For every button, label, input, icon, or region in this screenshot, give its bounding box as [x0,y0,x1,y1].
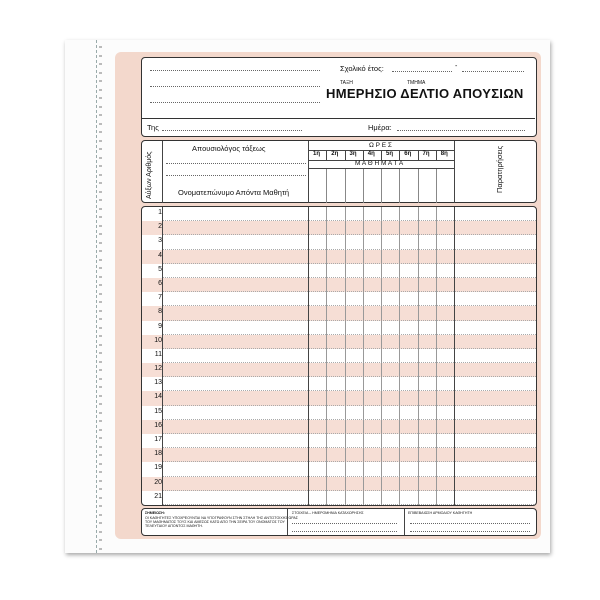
row-number: 11 [154,350,162,358]
binding-hole [99,352,102,354]
binding-hole [99,123,102,125]
binding-holes [99,40,105,553]
binding-hole [99,420,102,422]
binding-hole [99,157,102,159]
row-number: 12 [154,365,162,373]
binding-hole [99,310,102,312]
row-number: 21 [154,492,162,500]
binding-hole [99,259,102,261]
binding-hole [99,497,102,499]
note-line-2: ΤΟΥ ΜΑΘΗΜΑΤΟΣ ΤΟΥΣ ΚΑΙ ΑΜΕΣΩΣ ΚΑΤΩ ΑΠΟ ΤΗΝ ΣΕΙΡΑ ΤΟΥ ΟΝΟΜΑΤΟΣ ΤΟΥ [145,520,285,524]
binding-hole [99,344,102,346]
table-row[interactable] [142,221,537,235]
binding-hole [99,403,102,405]
note-title: ΣΗΜΕΙΩΣΗ: [145,511,165,515]
row-number: 4 [158,251,162,259]
binding-hole [99,182,102,184]
table-row[interactable] [142,306,537,320]
row-number: 7 [158,294,162,302]
row-number-header: Αύξων Αριθμός [146,151,153,199]
hour-label: 5η [386,151,394,157]
binding-hole [99,539,102,541]
school-year-start-field[interactable] [392,71,452,72]
hour-divider [418,150,419,160]
hour-column-divider [418,207,419,506]
hour-divider [399,150,400,160]
hour-column-divider [345,207,346,506]
binding-hole [99,131,102,133]
hours-header: Ω Ρ Ε Σ [369,142,392,149]
row-number: 2 [158,223,162,231]
table-row[interactable] [142,434,537,448]
binding-hole [99,63,102,65]
hour-label: 4η [367,151,375,157]
binding-hole [99,97,102,99]
table-row[interactable] [142,207,537,221]
binding-hole [99,293,102,295]
row-number: 9 [158,322,162,330]
binding-hole [99,446,102,448]
subjects-header: Μ Α Θ Η Μ Α Τ Α [355,160,404,167]
row-number: 18 [154,450,162,458]
hour-label: 6η [404,151,412,157]
binding-hole [99,369,102,371]
binding-hole [99,463,102,465]
tis-label: Της [147,123,159,132]
student-name-header: Ονοματεπώνυμο Απόντα Μαθητή [178,188,290,197]
hour-column-divider [326,207,327,506]
column-header-box [141,140,537,203]
hour-column-divider [399,207,400,506]
teacher-header: Απουσιολόγος τάξεως [192,144,266,153]
table-row[interactable] [142,292,537,306]
hour-label: 1η [313,151,321,157]
hour-label: 7η [422,151,430,157]
binding-hole [99,488,102,490]
subject-divider [381,168,382,203]
school-year-end-field[interactable] [462,71,524,72]
binding-hole [99,208,102,210]
row-number: 16 [154,421,162,429]
binding-hole [99,480,102,482]
row-number: 13 [154,379,162,387]
footer-box [141,508,537,536]
row-number: 1 [158,209,162,216]
binding-hole [99,250,102,252]
header-box [141,57,537,137]
row-number: 19 [154,464,162,472]
row-number: 5 [158,265,162,273]
binding-hole [99,267,102,269]
table-row[interactable] [142,363,537,377]
class-label: ΤΑΞΗ [340,80,353,86]
table-row[interactable] [142,477,537,491]
table-row[interactable] [142,377,537,391]
binding-hole [99,148,102,150]
school-year-separator: - [455,63,458,70]
table-row[interactable] [142,349,537,363]
row-number: 3 [158,237,162,245]
hour-label: 8η [440,151,448,157]
row-number: 10 [154,336,162,344]
row-number: 8 [158,308,162,316]
hour-divider [381,150,382,160]
table-row[interactable] [142,448,537,462]
binding-hole [99,284,102,286]
registration-header: ΣΤΟΙΧΕΙΑ – ΗΜΕΡΟΜΗΝΙΑ ΚΑΤΑΧΩΡΗΣΗΣ [292,511,364,515]
binding-hole [99,386,102,388]
binding-hole [99,276,102,278]
binding-hole [99,505,102,507]
binding-hole [99,114,102,116]
binding-hole [99,471,102,473]
row-number: 20 [154,478,162,486]
binding-hole [99,225,102,227]
row-number: 14 [154,393,162,401]
binding-hole [99,335,102,337]
binding-hole [99,378,102,380]
table-row[interactable] [142,235,537,249]
binding-hole [99,242,102,244]
table-row[interactable] [142,250,537,264]
date-field[interactable] [162,130,302,131]
binding-hole [99,437,102,439]
note-line-1: ΟΙ ΚΑΘΗΓΗΤΕΣ ΥΠΟΧΡΕΟΥΝΤΑΙ ΝΑ ΥΠΟΓΡΑΦΟΥΝ ΣΤΗΝ ΣΤΗΛΗ ΤΗΣ ΑΝΤΙΣΤΟΙΧΗΣ ΩΡΑΣ [145,516,298,520]
subject-divider [345,168,346,203]
binding-hole [99,46,102,48]
binding-hole [99,216,102,218]
hour-label: 2η [331,151,339,157]
binding-hole [99,318,102,320]
binding-hole [99,454,102,456]
subject-divider [399,168,400,203]
table-row[interactable] [142,391,537,405]
school-year-label: Σχολικό έτος: [340,64,384,73]
binding-hole [99,106,102,108]
binding-hole [99,174,102,176]
binding-hole [99,548,102,550]
subject-divider [418,168,419,203]
absence-form-sheet [65,40,550,553]
perforation-line [96,40,97,553]
table-row[interactable] [142,321,537,335]
row-rule [162,504,537,505]
binding-hole [99,89,102,91]
note-line-3: ΤΕΛΕΥΤΑΙΟΥ ΑΠΟΝΤΟΣ ΜΑΘΗΤΗ. [145,524,203,528]
row-number: 15 [154,407,162,415]
hour-divider [363,150,364,160]
hour-divider [345,150,346,160]
table-row[interactable] [142,278,537,292]
binding-hole [99,191,102,193]
row-number: 17 [154,436,162,444]
binding-hole [99,165,102,167]
section-label: ΤΜΗΜΑ [407,80,426,86]
binding-hole [99,301,102,303]
binding-hole [99,514,102,516]
table-row[interactable] [142,335,537,349]
binding-hole [99,199,102,201]
hour-divider [326,150,327,160]
binding-hole [99,412,102,414]
page-title: ΗΜΕΡΗΣΙΟ ΔΕΛΤΙΟ ΑΠΟΥΣΙΩΝ [326,86,524,101]
binding-hole [99,531,102,533]
binding-hole [99,55,102,57]
hour-column-divider [436,207,437,506]
table-row[interactable] [142,462,537,476]
binding-hole [99,327,102,329]
binding-hole [99,233,102,235]
table-row[interactable] [142,491,537,505]
subject-divider [326,168,327,203]
hour-label: 3η [349,151,357,157]
day-field[interactable] [397,130,525,131]
hour-column-divider [381,207,382,506]
binding-hole [99,140,102,142]
table-row[interactable] [142,420,537,434]
binding-hole [99,395,102,397]
hour-divider [436,150,437,160]
table-row[interactable] [142,406,537,420]
binding-hole [99,361,102,363]
absence-table [141,206,537,506]
day-label: Ημέρα: [368,123,392,132]
confirmation-header: ΕΠΙΒΕΒΑΙΩΣΗ ΑΡΜΟΔΙΟΥ ΚΑΘΗΓΗΤΗ [408,511,473,515]
binding-hole [99,72,102,74]
remarks-header: Παρατηρήσεις [495,145,504,193]
subject-divider [436,168,437,203]
table-row[interactable] [142,264,537,278]
row-number: 6 [158,279,162,287]
binding-hole [99,429,102,431]
binding-hole [99,80,102,82]
subject-divider [363,168,364,203]
hour-column-divider [363,207,364,506]
binding-hole [99,522,102,524]
